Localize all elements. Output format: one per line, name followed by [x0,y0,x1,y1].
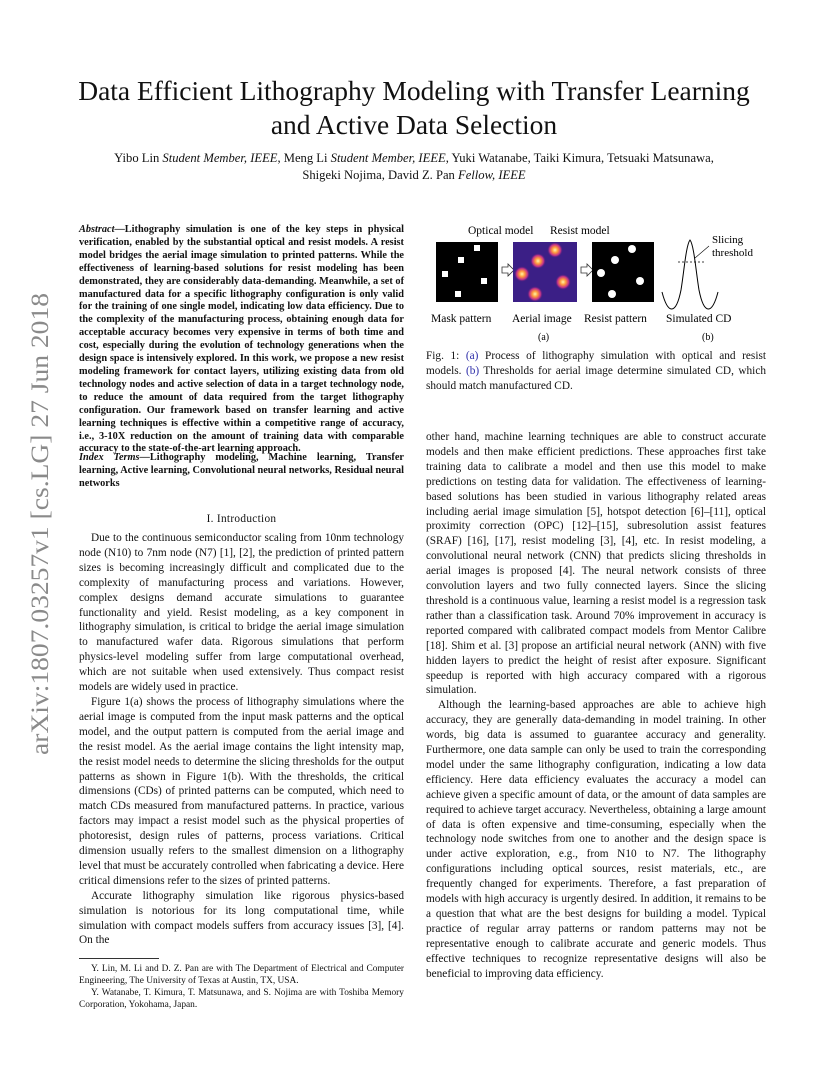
label-aerial-image: Aerial image [512,313,572,325]
footnote-rule [79,958,159,959]
footnote: Y. Watanabe, T. Kimura, T. Matsunawa, and S. Nojima are with Toshiba Memory Corporation, Yokohama, Japan. [79,988,404,1010]
caption-ref-a[interactable]: (a) [465,350,479,362]
arxiv-stamp [14,290,58,760]
caption-text: Process of lithography simulation with optical and resist models. [426,350,766,377]
label-resist-model: Resist model [550,225,610,237]
left-column-body [79,531,404,948]
author-list [70,150,758,184]
body-paragraph: other hand, machine learning techniques are able to construct accurate models and then make efficient predictions. These approaches first take training data to calibrate a model and then use this model to make predictions on testing data for validation. The effectiveness of learning-based solutions has been studied in various lithography related areas including aerial image simulation [5], hotspot detection [6]–[11], optical proximity correction (OPC) [12]–[15], subresolution assist features (SRAF) [16], [17], resist modeling [3], [4], etc. In resist modeling, a convolutional neural network (CNN) that predicts slicing thresholds in aerial images is proposed [4]. The neural network consists of three convolution layers and two fully connected layers. Since the slicing threshold is a continuous value, learning a resist model is a regression task rather than a classification task. Around 70% improvement in accuracy is reported compared with calibrated compact models from Mentor Calibre [18]. Shim et al. [3] propose an artificial neural network (ANN) with five hidden layers to predict the height of resist after exposure. Significant speedup is reported with high accuracy compared with a rigorous simulation. [426,431,766,697]
abstract-label: Abstract [79,224,115,235]
subfigure-label-a: (a) [538,332,550,343]
right-column-body [426,430,766,982]
section-heading: I. Introduction [206,513,277,525]
arrow-icon [581,264,593,276]
authors-text: , Meng Li [277,151,331,165]
intensity-profile-plot [662,240,718,309]
aerial-image [513,242,577,302]
author-title: Student Member, IEEE [162,151,278,165]
body-paragraph: Due to the continuous semiconductor scaling from 10nm technology node (N10) to 7nm node (N7) [1], [2], the prediction of printed pattern sizes is becoming increasingly difficult and complicated due to the complexity of manufacturing process and variations. However, complex designs demand accurate simulations to guarantee functionality and yield. Resist modeling, as a key component in lithography simulation, is critical to bridge the aerial image simulation to manufactured wafer data. Rigorous simulations that perform physics-level modeling suffer from large computational overhead, which are not suitable when used extensively. Thus compact resist models are widely used in practice. [79,532,404,694]
index-terms-label: Index Terms [79,452,140,463]
abstract [79,224,404,456]
footnotes [79,963,404,1011]
authors-text: , Yuki Watanabe, Taiki Kimura, Tetsuaki Matsunawa, [445,151,714,165]
caption-prefix: Fig. 1: [426,350,466,362]
authors-text: Shigeki Nojima, David Z. Pan [302,168,459,182]
figure-caption [426,349,766,394]
body-paragraph: Figure 1(a) shows the process of lithography simulations where the aerial image is computed from the input mask patterns and the optical model, and the output pattern is computed from the aerial image and the resist model. As the aerial image contains the light intensity map, the resist model needs to determine the slicing thresholds for the output patterns as shown in Figure 1(b). With the thresholds, the critical dimensions (CDs) of printed patterns can be computed, which need to match CDs measured from manufactured patterns. In practice, various factors may impact a resist model such as the physical properties of photoresist, design rules of patterns, process variations. Critical dimension usually refers to the smallest dimension on a lithography level that must be accurately controlled when fabricating a device. Here critical dimensions refer to the sizes of printed patterns. [79,695,404,887]
paper-title: Data Efficient Lithography Modeling with Transfer Learning and Active Data Selection [78,75,750,140]
label-optical-model: Optical model [468,225,534,237]
label-slicing: Slicing [712,234,744,246]
label-mask-pattern: Mask pattern [431,313,492,325]
body-paragraph: Although the learning-based approaches are able to achieve high accuracy, they are generally data-demanding in model training. In other words, big data is assumed to guarantee accuracy and generality. Furthermore, one data sample can only be used to train the corresponding model under the same lithography configuration, indicating a low data efficiency. Here data efficiency evaluates the accuracy a model can achieve given a specific amount of data, or the amount of data samples are required to achieve target accuracy. Nevertheless, obtaining a large amount of data is often expensive and time-consuming, especially when the technology node switches from one to another and the design space is under active exploration, e.g., from N10 to N7. The lithography configurations including optical sources, resist materials, etc., are frequently changed for experiments. Therefore, a fast preparation of models with high accuracy is urgently desired. In addition, it remains to be a question that what are the best designs for building a model. Typical practice of regular array patterns or random patterns may not be representative enough to calibrate accurate and generic models. Thus effective techniques to recognize representative designs will also be beneficial to improving data efficiency. [426,699,766,980]
author-title: Fellow, IEEE [458,168,526,182]
arrow-icon [502,264,514,276]
arxiv-stamp-text: arXiv:1807.03257v1 [cs.LG] 27 Jun 2018 [27,335,54,755]
index-terms-text: —Lithography modeling, Machine learning, Transfer learning, Active learning, Convolutional neural networks, Residual neural networks [79,452,404,489]
footnote: Y. Lin, M. Li and D. Z. Pan are with The Department of Electrical and Computer Engineering, The University of Texas at Austin, TX, USA. [79,964,404,986]
label-threshold: threshold [712,247,753,259]
caption-text: Thresholds for aerial image determine simulated CD, which should match manufactured CD. [426,365,766,392]
resist-pattern-image [592,242,654,302]
subfigure-label-b: (b) [702,332,714,343]
body-paragraph: Accurate lithography simulation like rigorous physics-based simulation is notorious for its long computational time, while simulation with compact models suffers from accuracy issues [3], [4]. On the [79,889,404,947]
label-resist-pattern: Resist pattern [584,313,647,325]
mask-pattern-image [436,242,498,302]
index-terms [79,452,404,491]
abstract-text: —Lithography simulation is one of the key steps in physical verification, enabled by the substantial optical and resist models. A resist model bridges the aerial image simulation to printed patterns. While the effectiveness of learning-based solutions for resist modeling has been demonstrated, they are considerably data-demanding. Meanwhile, a set of manufactured data for a specific lithography configuration is only valid for the training of one single model, indicating low data efficiency. Due to the complexity of the manufacturing process, obtaining enough data for acceptable accuracy becomes very expensive in terms of both time and cost, especially during the evolution of technology generations when the design space is intensively explored. In this work, we propose a new resist modeling framework for contact layers, utilizing existing data from old technology nodes and active selection of data in a target technology node, to reduce the amount of data required from the target lithography configuration. Our framework based on transfer learning and active learning techniques is effective within a competitive range of accuracy, i.e., 3-10X reduction on the amount of training data with comparable accuracy to the state-of-the-art learning approach. [79,224,404,455]
author-title: Student Member, IEEE [330,151,446,165]
label-simulated-cd: Simulated CD [666,313,732,325]
authors-text: Yibo Lin [114,151,163,165]
caption-ref-b[interactable]: (b) [465,365,480,377]
figure-1 [426,220,766,350]
